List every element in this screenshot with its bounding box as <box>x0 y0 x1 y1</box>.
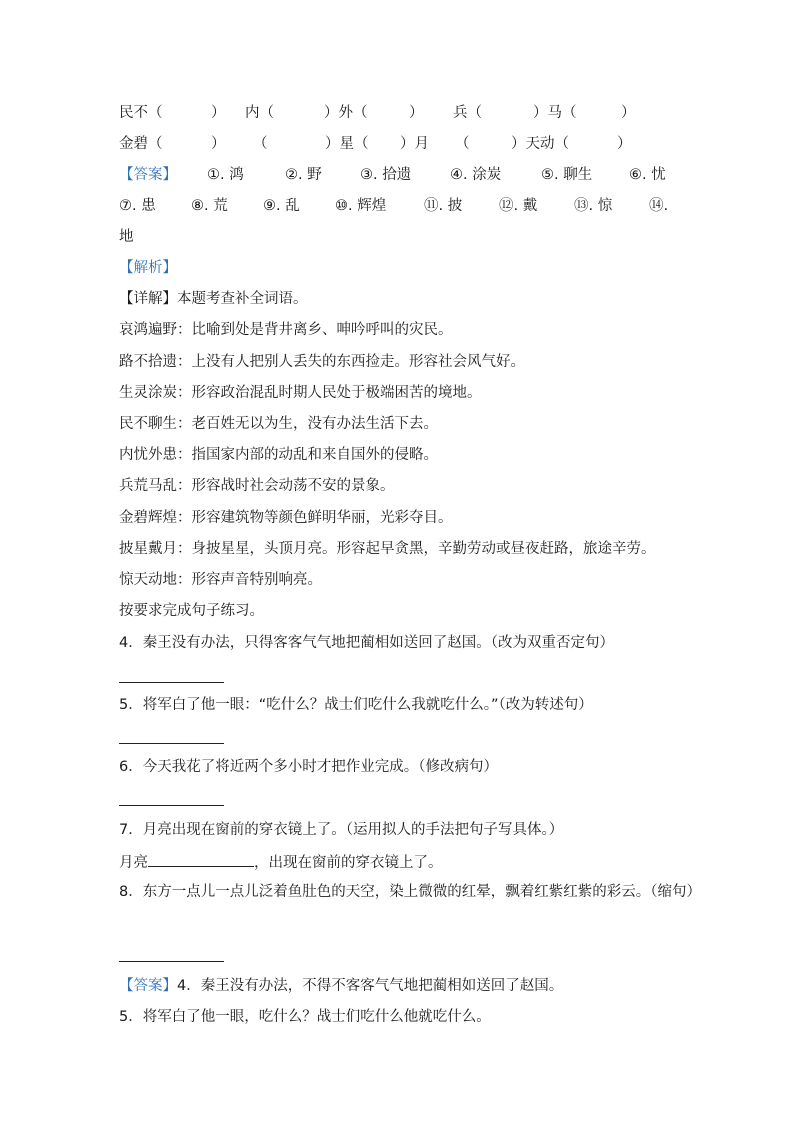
analysis-line: 内忧外患：指国家内部的动乱和来自国外的侵略。 <box>119 447 438 463</box>
answer-item: ⑩. 辉煌 <box>335 198 387 214</box>
fill-text: ）天动（ <box>511 136 569 152</box>
fill-text: 民不（ <box>119 105 163 121</box>
fill-row-2 <box>119 134 679 154</box>
answer-item: ⑪. 披 <box>424 198 463 214</box>
analysis-line: 民不聊生：老百姓无以为生，没有办法生活下去。 <box>119 416 438 432</box>
fill-text: （ <box>455 136 470 152</box>
answer2-a4: 4．秦王没有办法，不得不客客气气地把蔺相如送回了赵国。 <box>177 978 564 994</box>
analysis-line: 哀鸿遍野：比喻到处是背井离乡、呻吟呼叫的灾民。 <box>119 322 453 338</box>
fill-text: ） <box>409 105 424 121</box>
question-7: 7．月亮出现在窗前的穿衣镜上了。（运用拟人的手法把句子写具体。） <box>119 822 564 838</box>
fill-text: ）月 <box>400 136 429 152</box>
question-4: 4．秦王没有办法，只得客客气气地把蔺相如送回了赵国。（改为双重否定句） <box>119 635 614 651</box>
answer2-a5: 5．将军白了他一眼，吃什么？战士们吃什么他就吃什么。 <box>119 1009 491 1025</box>
answer-item: ⑤. 聊生 <box>541 167 593 183</box>
fill-text: （ <box>253 136 268 152</box>
fill-row-1 <box>119 103 679 123</box>
answer2-row <box>119 976 563 996</box>
analysis-detail: 【详解】本题考查补全词语。 <box>119 291 308 307</box>
answer-item: ⑭. <box>649 198 669 214</box>
fill-text: 金碧（ <box>119 136 163 152</box>
analysis-line: 披星戴月：身披星星，头顶月亮。形容起早贪黑，辛勤劳动或昼夜赶路，旅途辛劳。 <box>119 541 656 557</box>
fill-text: 兵（ <box>453 105 482 121</box>
fill-text: ）星（ <box>325 136 369 152</box>
answer-item: ⑧. 荒 <box>191 198 228 214</box>
q7-suffix: ，出现在窗前的穿衣镜上了。 <box>254 855 443 871</box>
question-8: 8．东方一点儿一点儿泛着鱼肚色的天空，染上微微的红晕，飘着红紫红紫的彩云。（缩句） <box>119 884 701 900</box>
answer-item: ⑨. 乱 <box>263 198 300 214</box>
analysis-line: 生灵涂炭：形容政治混乱时期人民处于极端困苦的境地。 <box>119 385 482 401</box>
question-6: 6．今天我花了将近两个多小时才把作业完成。（修改病句） <box>119 759 498 775</box>
section-title: 按要求完成句子练习。 <box>119 603 264 619</box>
fill-text: ）马（ <box>533 105 577 121</box>
analysis-line: 兵荒马乱：形容战时社会动荡不安的景象。 <box>119 478 395 494</box>
q7-prefix: 月亮 <box>119 855 148 871</box>
answer-row-1 <box>119 165 679 185</box>
answer-line <box>119 743 224 744</box>
fill-text: ） <box>211 136 226 152</box>
analysis-tag: 【解析】 <box>119 260 177 276</box>
answer-item: ⑫. 戴 <box>499 198 538 214</box>
analysis-line: 惊天动地：形容声音特别响亮。 <box>119 572 322 588</box>
answer-line <box>119 682 224 683</box>
answer-line <box>119 805 224 806</box>
answer-item: ⑦. 患 <box>119 198 156 214</box>
answer-item: ②. 野 <box>285 167 322 183</box>
answer-item: ⑬. 惊 <box>574 198 613 214</box>
answer2-tag: 【答案】 <box>119 978 177 994</box>
fill-text: ） <box>211 105 226 121</box>
answer-wrap: 地 <box>119 229 134 245</box>
analysis-line: 金碧辉煌：形容建筑物等颜色鲜明华丽，光彩夺目。 <box>119 510 453 526</box>
answer-tag: 【答案】 <box>119 167 177 183</box>
q7-blank[interactable] <box>148 851 254 867</box>
answer-item: ⑥. 忧 <box>629 167 666 183</box>
fill-text: 内（ <box>245 105 274 121</box>
answer-line <box>119 961 224 962</box>
answer-item: ①. 鸿 <box>207 167 244 183</box>
question-7-fill <box>119 851 443 873</box>
question-5: 5．将军白了他一眼：“吃什么？战士们吃什么我就吃什么。”（改为转述句） <box>119 697 593 713</box>
fill-text: ）外（ <box>324 105 368 121</box>
analysis-line: 路不拾遗：上没有人把别人丢失的东西捡走。形容社会风气好。 <box>119 354 525 370</box>
answer-row-2 <box>119 196 679 216</box>
fill-text: ） <box>617 136 632 152</box>
fill-text: ） <box>621 105 636 121</box>
answer-item: ④. 涂炭 <box>450 167 502 183</box>
answer-item: ③. 拾遗 <box>360 167 412 183</box>
